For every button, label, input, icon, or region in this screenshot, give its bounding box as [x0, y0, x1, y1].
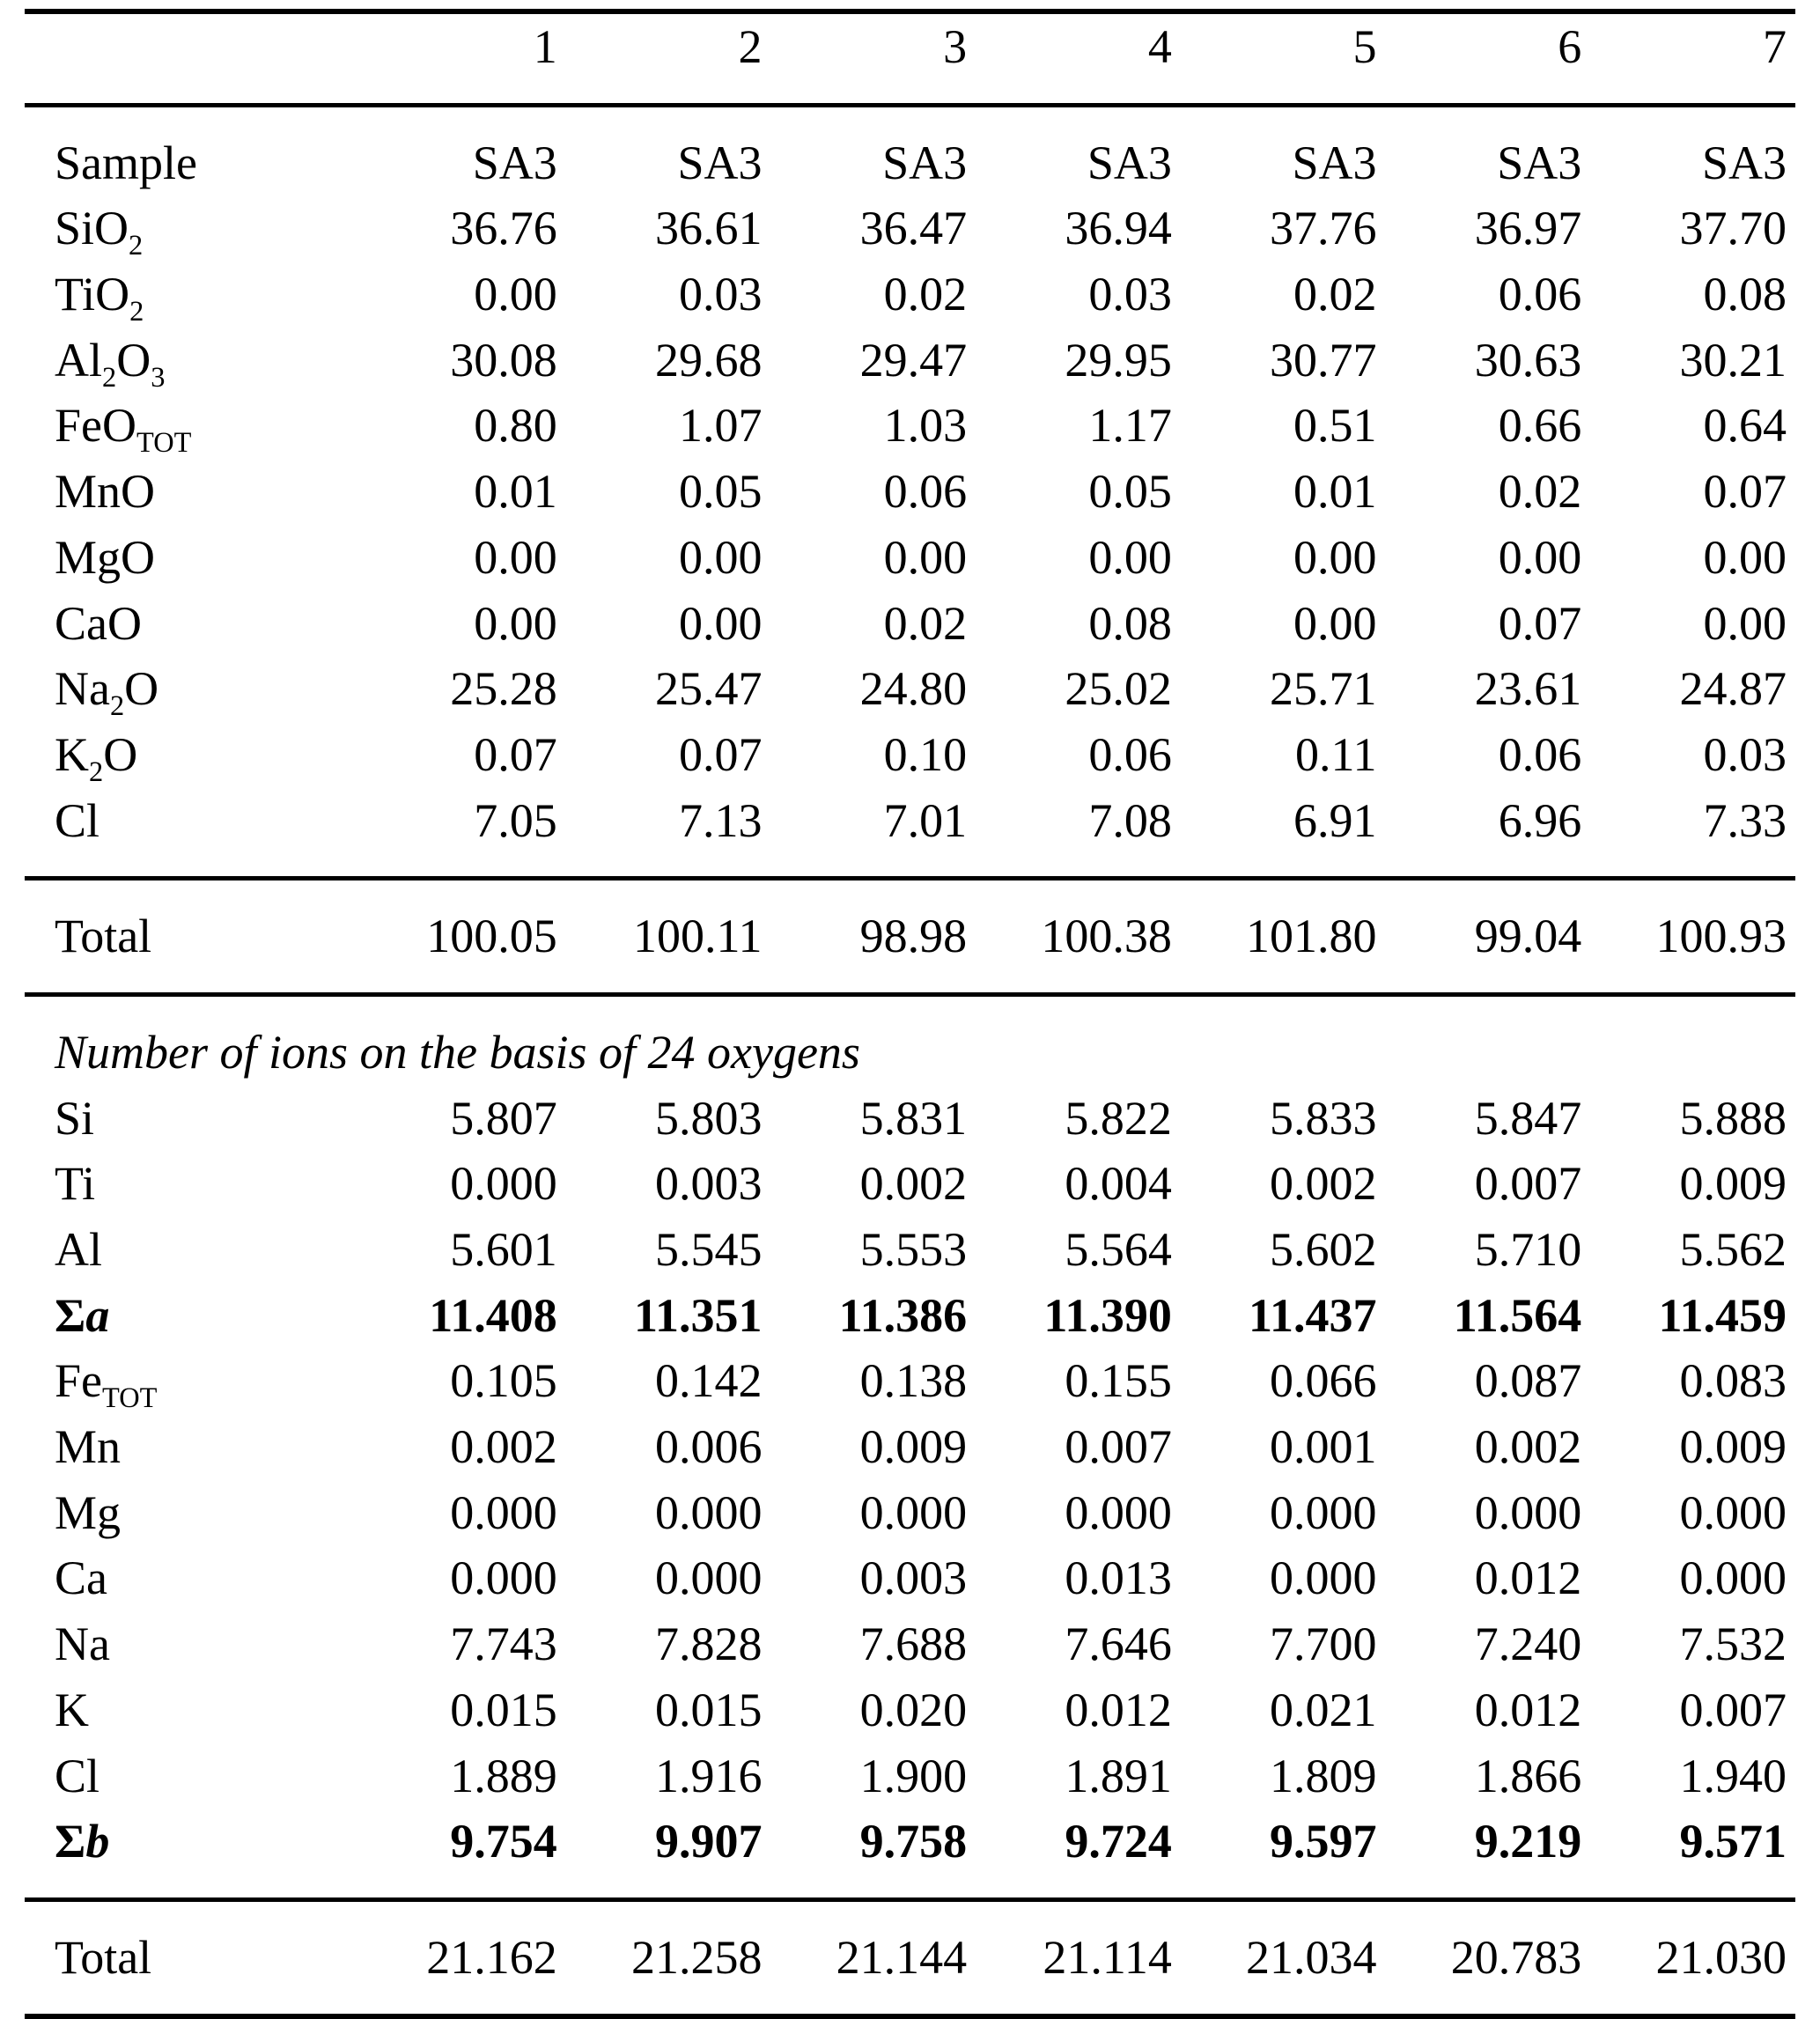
value-cell: 0.007	[1679, 1683, 1787, 1736]
value-cell: 30.21	[1679, 333, 1787, 387]
value-cell: 30.63	[1474, 333, 1582, 387]
row-label	[25, 591, 361, 657]
label-subscript: TOT	[136, 427, 192, 460]
value-cell: 0.006	[654, 1420, 763, 1474]
value-cell: 29.68	[654, 333, 763, 387]
table-row	[25, 459, 1795, 525]
value-cell: 5.602	[1270, 1223, 1377, 1276]
value-cell: 0.00	[1703, 596, 1787, 650]
value-cell: 0.004	[1065, 1157, 1172, 1211]
table-row	[25, 1677, 1795, 1743]
value-cell: 0.06	[883, 465, 968, 519]
table-row	[25, 656, 1795, 722]
value-cell: 0.000	[1065, 1485, 1172, 1539]
label-text: O	[103, 727, 138, 781]
value-cell: 11.564	[1453, 1288, 1582, 1342]
value-cell: 0.64	[1703, 399, 1787, 453]
row-label	[25, 722, 361, 788]
value-cell: 0.07	[678, 727, 763, 781]
value-cell: 9.571	[1679, 1815, 1787, 1868]
value-cell: 1.940	[1679, 1749, 1787, 1802]
value-cell: 11.390	[1043, 1288, 1172, 1342]
row-label	[25, 879, 361, 995]
value-cell: 25.71	[1270, 662, 1377, 716]
value-cell: 0.05	[678, 465, 763, 519]
column-header: 6	[1558, 20, 1582, 73]
value-cell: 0.00	[1088, 530, 1172, 584]
value-cell: 7.05	[474, 793, 557, 847]
value-cell: 0.80	[474, 399, 557, 453]
label-text: Na	[55, 1617, 110, 1671]
value-cell: 0.00	[474, 596, 557, 650]
value-cell: 37.76	[1270, 202, 1377, 255]
value-cell: 36.94	[1065, 202, 1172, 255]
value-cell: SA3	[566, 105, 771, 195]
value-cell: 30.08	[450, 333, 557, 387]
row-label	[25, 1677, 361, 1743]
table-body	[25, 105, 1795, 2015]
column-header: 1	[533, 20, 557, 73]
section-title-row	[25, 994, 1795, 1085]
label-text: Ti	[55, 1157, 96, 1211]
row-label	[25, 328, 361, 394]
table-row	[25, 1480, 1795, 1546]
table-row	[25, 1414, 1795, 1480]
value-cell: 1.07	[678, 399, 763, 453]
value-cell: 0.155	[1065, 1354, 1172, 1408]
value-cell: 21.144	[770, 1899, 976, 2015]
value-cell: 0.003	[859, 1551, 968, 1605]
value-cell: 0.00	[1703, 530, 1787, 584]
value-cell: 1.866	[1474, 1749, 1582, 1802]
value-cell: 9.907	[654, 1815, 763, 1868]
value-cell: 0.000	[654, 1551, 763, 1605]
value-cell: 7.743	[450, 1617, 557, 1671]
value-cell: 0.00	[1293, 596, 1377, 650]
table-row	[25, 788, 1795, 879]
value-cell: 0.000	[450, 1551, 557, 1605]
value-cell: 0.00	[678, 530, 763, 584]
label-subscript: TOT	[102, 1382, 158, 1415]
value-cell: 24.87	[1679, 662, 1787, 716]
value-cell: 0.000	[654, 1485, 763, 1539]
label-text: Mn	[55, 1420, 122, 1474]
value-cell: 0.013	[1065, 1551, 1172, 1605]
label-text: K	[55, 727, 89, 781]
table-row	[25, 1283, 1795, 1349]
value-cell: 21.114	[976, 1899, 1181, 2015]
value-cell: 21.030	[1590, 1899, 1795, 2015]
label-subscript: 2	[89, 755, 104, 788]
value-cell: 0.02	[883, 596, 968, 650]
table-row	[25, 105, 1795, 195]
row-label	[25, 1480, 361, 1546]
label-text: FeO	[55, 399, 136, 453]
column-header: 7	[1763, 20, 1787, 73]
value-cell: 7.08	[1088, 793, 1172, 847]
value-cell: 1.809	[1270, 1749, 1377, 1802]
value-cell: 9.724	[1065, 1815, 1172, 1868]
value-cell: 0.000	[1474, 1485, 1582, 1539]
row-label	[25, 1743, 361, 1809]
label-subscript: 3	[151, 361, 166, 394]
row-label	[25, 1611, 361, 1677]
value-cell: 0.009	[1679, 1157, 1787, 1211]
value-cell: 23.61	[1474, 662, 1582, 716]
value-cell: 5.888	[1679, 1091, 1787, 1145]
value-cell: 1.900	[859, 1749, 968, 1802]
value-cell: 9.219	[1474, 1815, 1582, 1868]
value-cell: 0.06	[1498, 727, 1582, 781]
value-cell: 99.04	[1386, 879, 1591, 995]
value-cell: 0.02	[1293, 268, 1377, 321]
value-cell: 0.020	[859, 1683, 968, 1736]
value-cell: 0.009	[1679, 1420, 1787, 1474]
value-cell: 7.01	[883, 793, 968, 847]
label-text: Si	[55, 1091, 95, 1145]
row-label	[25, 393, 361, 459]
value-cell: 0.083	[1679, 1354, 1787, 1408]
value-cell: 21.034	[1181, 1899, 1386, 2015]
table-row	[25, 1545, 1795, 1611]
value-cell: 1.891	[1065, 1749, 1172, 1802]
value-cell: 36.76	[450, 202, 557, 255]
value-cell: 30.77	[1270, 333, 1377, 387]
value-cell: 21.162	[361, 1899, 566, 2015]
value-cell: 0.11	[1295, 727, 1377, 781]
value-cell: 0.000	[1270, 1485, 1377, 1539]
value-cell: 1.17	[1088, 399, 1172, 453]
row-label	[25, 1899, 361, 2015]
value-cell: 5.710	[1474, 1223, 1582, 1276]
label-text: b	[85, 1815, 110, 1868]
table-row	[25, 1611, 1795, 1677]
value-cell: 0.06	[1088, 727, 1172, 781]
value-cell: 0.000	[450, 1485, 557, 1539]
label-text: Sample	[55, 136, 197, 189]
value-cell: 0.012	[1065, 1683, 1172, 1736]
value-cell: 0.138	[859, 1354, 968, 1408]
table-row	[25, 722, 1795, 788]
value-cell: 7.700	[1270, 1617, 1377, 1671]
row-label	[25, 1348, 361, 1414]
value-cell: 36.47	[859, 202, 968, 255]
value-cell: 5.553	[859, 1223, 968, 1276]
value-cell: 0.003	[654, 1157, 763, 1211]
table-row	[25, 262, 1795, 328]
table-row	[25, 1086, 1795, 1152]
table-row	[25, 1151, 1795, 1217]
value-cell: 0.07	[474, 727, 557, 781]
value-cell: 5.833	[1270, 1091, 1377, 1145]
value-cell: 11.386	[838, 1288, 968, 1342]
value-cell: 7.13	[678, 793, 763, 847]
value-cell: 0.012	[1474, 1551, 1582, 1605]
row-label	[25, 656, 361, 722]
row-label	[25, 525, 361, 591]
value-cell: 6.91	[1293, 793, 1377, 847]
table-head	[25, 11, 1795, 105]
value-cell: 0.01	[474, 465, 557, 519]
value-cell: 20.783	[1386, 1899, 1591, 2015]
value-cell: 6.96	[1498, 793, 1582, 847]
value-cell: 11.408	[429, 1288, 557, 1342]
table-row	[25, 393, 1795, 459]
label-text: O	[116, 333, 151, 387]
label-text: Total	[55, 1930, 152, 1984]
value-cell: 11.437	[1249, 1288, 1377, 1342]
value-cell: 0.105	[450, 1354, 557, 1408]
value-cell: 5.545	[654, 1223, 763, 1276]
value-cell: 0.00	[474, 530, 557, 584]
row-label	[25, 1086, 361, 1152]
value-cell: 7.688	[859, 1617, 968, 1671]
value-cell: 0.66	[1498, 399, 1582, 453]
value-cell: 0.000	[1679, 1551, 1787, 1605]
value-cell: 0.05	[1088, 465, 1172, 519]
value-cell: 0.07	[1498, 596, 1582, 650]
row-label	[25, 1151, 361, 1217]
row-label	[25, 195, 361, 262]
value-cell: 0.000	[450, 1157, 557, 1211]
label-text: O	[124, 662, 159, 716]
value-cell: 100.93	[1590, 879, 1795, 995]
value-cell: 7.240	[1474, 1617, 1582, 1671]
value-cell: 25.47	[654, 662, 763, 716]
label-text: Al	[55, 1223, 102, 1276]
label-text: Σ	[55, 1815, 86, 1868]
blank-corner-cell	[25, 11, 361, 105]
value-cell: SA3	[1386, 105, 1591, 195]
label-text: Total	[55, 910, 152, 963]
value-cell: 5.803	[654, 1091, 763, 1145]
value-cell: SA3	[1181, 105, 1386, 195]
value-cell: 25.02	[1065, 662, 1172, 716]
value-cell: 0.00	[474, 268, 557, 321]
label-subscript: 2	[109, 689, 125, 722]
value-cell: 100.38	[976, 879, 1181, 995]
composition-table	[25, 9, 1795, 2019]
value-cell: 5.847	[1474, 1091, 1582, 1145]
label-text: Fe	[55, 1354, 102, 1408]
value-cell: 0.03	[1703, 727, 1787, 781]
label-subscript: 2	[102, 361, 117, 394]
label-text: CaO	[55, 596, 142, 650]
value-cell: 100.05	[361, 879, 566, 995]
value-cell: 5.562	[1679, 1223, 1787, 1276]
label-text: SiO	[55, 202, 129, 255]
label-subscript: 2	[129, 295, 144, 328]
value-cell: 0.000	[859, 1485, 968, 1539]
value-cell: 5.601	[450, 1223, 557, 1276]
value-cell: 0.07	[1703, 465, 1787, 519]
value-cell: SA3	[361, 105, 566, 195]
value-cell: 7.646	[1065, 1617, 1172, 1671]
label-text: Σ	[55, 1288, 86, 1342]
table-row	[25, 879, 1795, 995]
row-label	[25, 788, 361, 879]
value-cell: 1.916	[654, 1749, 763, 1802]
row-label	[25, 459, 361, 525]
value-cell: SA3	[976, 105, 1181, 195]
value-cell: 0.01	[1293, 465, 1377, 519]
table-row	[25, 1217, 1795, 1283]
row-label	[25, 1217, 361, 1283]
value-cell: 5.831	[859, 1091, 968, 1145]
value-cell: 0.015	[654, 1683, 763, 1736]
value-cell: 0.002	[450, 1420, 557, 1474]
value-cell: 0.002	[1270, 1157, 1377, 1211]
value-cell: 0.000	[1679, 1485, 1787, 1539]
value-cell: 21.258	[566, 1899, 771, 2015]
value-cell: 9.758	[859, 1815, 968, 1868]
label-text: MgO	[55, 530, 156, 584]
value-cell: 0.009	[859, 1420, 968, 1474]
value-cell: 0.007	[1474, 1157, 1582, 1211]
value-cell: 0.001	[1270, 1420, 1377, 1474]
label-text: Cl	[55, 793, 100, 847]
value-cell: 0.012	[1474, 1683, 1582, 1736]
column-header: 4	[1147, 20, 1172, 73]
value-cell: 5.807	[450, 1091, 557, 1145]
label-text: TiO	[55, 268, 130, 321]
table-row	[25, 591, 1795, 657]
row-label	[25, 1545, 361, 1611]
value-cell: 9.754	[450, 1815, 557, 1868]
value-cell: 29.47	[859, 333, 968, 387]
label-text: Cl	[55, 1749, 100, 1802]
label-text: Al	[55, 333, 102, 387]
row-label	[25, 105, 361, 195]
value-cell: 0.002	[1474, 1420, 1582, 1474]
value-cell: 0.02	[883, 268, 968, 321]
value-cell: 0.142	[654, 1354, 763, 1408]
value-cell: 0.10	[883, 727, 968, 781]
value-cell: 7.532	[1679, 1617, 1787, 1671]
value-cell: 7.33	[1703, 793, 1787, 847]
section-title: Number of ions on the basis of 24 oxygens	[25, 994, 1795, 1085]
row-label	[25, 262, 361, 328]
table-row	[25, 195, 1795, 262]
value-cell: 11.459	[1658, 1288, 1787, 1342]
value-cell: 0.015	[450, 1683, 557, 1736]
value-cell: 0.51	[1293, 399, 1377, 453]
value-cell: 24.80	[859, 662, 968, 716]
value-cell: 0.00	[1293, 530, 1377, 584]
value-cell: 11.351	[633, 1288, 763, 1342]
value-cell: 0.02	[1498, 465, 1582, 519]
value-cell: 0.00	[1498, 530, 1582, 584]
value-cell: 36.61	[654, 202, 763, 255]
value-cell: 0.08	[1703, 268, 1787, 321]
row-label	[25, 1809, 361, 1899]
value-cell: 5.822	[1065, 1091, 1172, 1145]
table-row	[25, 525, 1795, 591]
value-cell: 0.002	[859, 1157, 968, 1211]
value-cell: 0.00	[678, 596, 763, 650]
table-row	[25, 1809, 1795, 1899]
table-row	[25, 1743, 1795, 1809]
value-cell: 98.98	[770, 879, 976, 995]
row-label	[25, 1283, 361, 1349]
column-header: 5	[1352, 20, 1377, 73]
label-text: Ca	[55, 1551, 107, 1605]
value-cell: 0.021	[1270, 1683, 1377, 1736]
value-cell: 0.03	[678, 268, 763, 321]
value-cell: SA3	[770, 105, 976, 195]
value-cell: 0.000	[1270, 1551, 1377, 1605]
value-cell: 100.11	[566, 879, 771, 995]
value-cell: 5.564	[1065, 1223, 1172, 1276]
value-cell: 0.087	[1474, 1354, 1582, 1408]
value-cell: 0.03	[1088, 268, 1172, 321]
label-text: K	[55, 1683, 89, 1736]
label-subscript: 2	[129, 230, 144, 262]
value-cell: 29.95	[1065, 333, 1172, 387]
value-cell: 7.828	[654, 1617, 763, 1671]
value-cell: 0.08	[1088, 596, 1172, 650]
value-cell: 0.06	[1498, 268, 1582, 321]
table-row	[25, 1899, 1795, 2015]
value-cell: 25.28	[450, 662, 557, 716]
column-header: 3	[943, 20, 968, 73]
value-cell: 36.97	[1474, 202, 1582, 255]
row-label	[25, 1414, 361, 1480]
value-cell: 0.00	[883, 530, 968, 584]
value-cell: 9.597	[1270, 1815, 1377, 1868]
column-header: 2	[738, 20, 763, 73]
value-cell: 0.066	[1270, 1354, 1377, 1408]
label-text: Na	[55, 662, 110, 716]
value-cell: SA3	[1590, 105, 1795, 195]
value-cell: 1.889	[450, 1749, 557, 1802]
table-row	[25, 1348, 1795, 1414]
value-cell: 101.80	[1181, 879, 1386, 995]
header-row	[25, 11, 1795, 105]
label-text: a	[85, 1288, 110, 1342]
label-text: MnO	[55, 465, 156, 519]
value-cell: 37.70	[1679, 202, 1787, 255]
label-text: Mg	[55, 1485, 122, 1539]
value-cell: 1.03	[883, 399, 968, 453]
value-cell: 0.007	[1065, 1420, 1172, 1474]
table-row	[25, 328, 1795, 394]
